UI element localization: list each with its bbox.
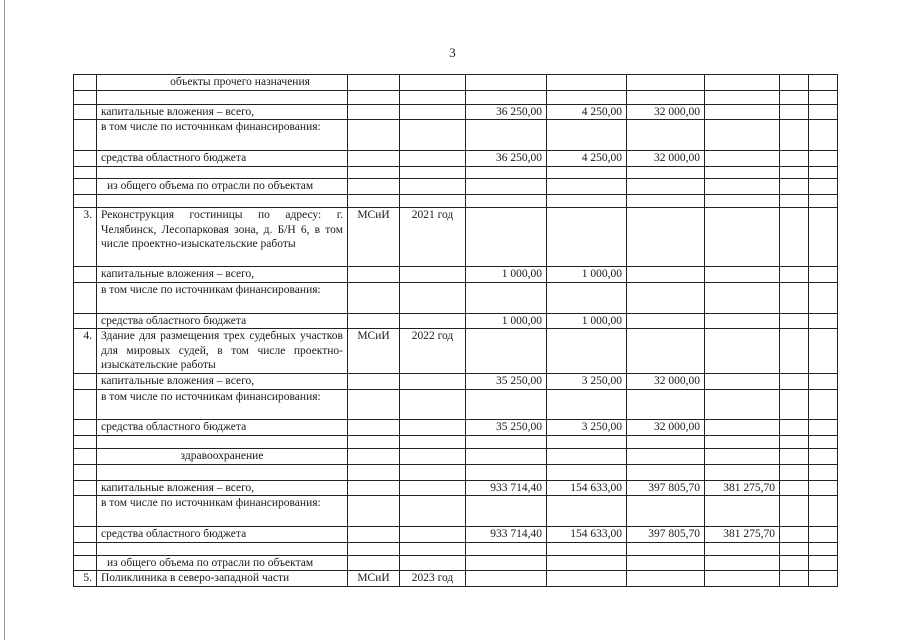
value-cell [780,435,809,448]
value-cell [466,90,547,104]
responsible-org [348,527,400,543]
value-cell [780,167,809,179]
row-label: в том числе по источникам финансирования: [97,496,348,527]
value-cell [705,90,780,104]
value-cell [809,179,838,195]
row-number [74,195,97,208]
value-cell: 154 633,00 [547,527,627,543]
implementation-year [400,151,466,167]
row-number [74,464,97,480]
row-number [74,90,97,104]
value-cell [780,374,809,390]
value-cell [705,374,780,390]
value-cell [466,179,547,195]
section-heading: из общего объема по отрасли по объектам [97,179,348,195]
value-cell [627,448,705,464]
implementation-year [400,75,466,91]
value-cell: 154 633,00 [547,480,627,496]
value-cell: 381 275,70 [705,480,780,496]
value-cell [809,480,838,496]
value-cell [705,464,780,480]
value-cell [627,464,705,480]
value-cell [547,329,627,374]
value-cell [780,104,809,120]
value-cell: 35 250,00 [466,419,547,435]
value-cell [809,555,838,571]
value-cell: 397 805,70 [627,527,705,543]
table-row [74,90,838,104]
row-number [74,267,97,283]
value-cell [809,571,838,587]
responsible-org [348,542,400,555]
value-cell [809,448,838,464]
table-row [74,313,838,329]
responsible-org [348,179,400,195]
value-cell: 933 714,40 [466,527,547,543]
responsible-org [348,389,400,419]
table-row [74,555,838,571]
value-cell [809,167,838,179]
value-cell [547,208,627,267]
responsible-org [348,448,400,464]
value-cell [547,571,627,587]
implementation-year: 2023 год [400,571,466,587]
value-cell [705,151,780,167]
value-cell [705,267,780,283]
value-cell [627,329,705,374]
value-cell [627,167,705,179]
implementation-year [400,104,466,120]
implementation-year: 2021 год [400,208,466,267]
row-number: 5. [74,571,97,587]
table-row [74,464,838,480]
value-cell: 4 250,00 [547,104,627,120]
responsible-org [348,435,400,448]
value-cell [466,496,547,527]
implementation-year [400,448,466,464]
value-cell [627,435,705,448]
implementation-year [400,179,466,195]
value-cell [705,448,780,464]
value-cell [627,179,705,195]
responsible-org [348,167,400,179]
responsible-org [348,120,400,151]
value-cell [705,313,780,329]
row-number [74,75,97,91]
value-cell: 32 000,00 [627,374,705,390]
value-cell [705,496,780,527]
value-cell: 36 250,00 [466,104,547,120]
value-cell [809,75,838,91]
row-number [74,419,97,435]
row-number [74,179,97,195]
value-cell [547,120,627,151]
object-name: Реконструкция гостиницы по адресу: г. Челябинск, Лесопарковая зона, д. Б/Н 6, в том числе проектно-изыскательские работы [97,208,348,267]
value-cell [705,104,780,120]
value-cell: 1 000,00 [547,267,627,283]
implementation-year [400,90,466,104]
value-cell [780,448,809,464]
value-cell [547,555,627,571]
row-number [74,374,97,390]
value-cell [627,542,705,555]
row-number [74,542,97,555]
value-cell [780,542,809,555]
value-cell [547,435,627,448]
value-cell [780,267,809,283]
section-heading: из общего объема по отрасли по объектам [97,555,348,571]
table-row [74,75,838,91]
row-number [74,496,97,527]
value-cell: 36 250,00 [466,151,547,167]
value-cell [780,313,809,329]
value-cell [809,464,838,480]
value-cell: 397 805,70 [627,480,705,496]
row-label: средства областного бюджета [97,527,348,543]
value-cell [627,571,705,587]
value-cell [809,313,838,329]
responsible-org [348,267,400,283]
value-cell [627,496,705,527]
responsible-org [348,464,400,480]
value-cell [809,374,838,390]
value-cell [780,90,809,104]
row-label: капитальные вложения – всего, [97,374,348,390]
table-row [74,435,838,448]
value-cell [809,389,838,419]
value-cell [809,419,838,435]
value-cell [627,282,705,313]
value-cell [705,555,780,571]
value-cell [780,179,809,195]
row-label: капитальные вложения – всего, [97,267,348,283]
responsible-org [348,104,400,120]
value-cell [547,496,627,527]
row-label [97,464,348,480]
budget-table [73,74,838,587]
value-cell [705,208,780,267]
row-number [74,435,97,448]
row-label [97,167,348,179]
value-cell [547,542,627,555]
table-row [74,208,838,267]
row-label: средства областного бюджета [97,151,348,167]
implementation-year [400,313,466,329]
table-row [74,571,838,587]
value-cell [705,120,780,151]
value-cell [705,75,780,91]
row-number: 3. [74,208,97,267]
responsible-org [348,480,400,496]
value-cell [705,167,780,179]
value-cell [547,389,627,419]
value-cell [780,464,809,480]
row-label: в том числе по источникам финансирования: [97,120,348,151]
value-cell [466,555,547,571]
section-heading: здравоохранение [97,448,348,464]
value-cell: 35 250,00 [466,374,547,390]
value-cell [809,267,838,283]
value-cell [780,151,809,167]
value-cell [705,435,780,448]
row-number [74,480,97,496]
value-cell [780,120,809,151]
value-cell [547,90,627,104]
value-cell [809,195,838,208]
row-number [74,527,97,543]
table-row [74,195,838,208]
implementation-year [400,167,466,179]
responsible-org [348,90,400,104]
value-cell [809,104,838,120]
row-label: средства областного бюджета [97,313,348,329]
implementation-year [400,435,466,448]
table-row [74,104,838,120]
value-cell: 381 275,70 [705,527,780,543]
row-number [74,104,97,120]
row-label [97,90,348,104]
value-cell [705,419,780,435]
value-cell [809,329,838,374]
value-cell [466,571,547,587]
row-label [97,542,348,555]
object-name: Здание для размещения трех судебных участков для мировых судей, в том числе проектно-изыскательские работы [97,329,348,374]
table-row [74,167,838,179]
value-cell [466,542,547,555]
row-number [74,389,97,419]
value-cell: 32 000,00 [627,104,705,120]
value-cell [466,75,547,91]
value-cell [627,267,705,283]
object-name: Поликлиника в северо-западной части [97,571,348,587]
value-cell [705,329,780,374]
responsible-org [348,496,400,527]
section-heading: объекты прочего назначения [97,75,348,91]
responsible-org [348,195,400,208]
table-row [74,496,838,527]
row-number [74,120,97,151]
value-cell [705,282,780,313]
table-row [74,179,838,195]
implementation-year [400,195,466,208]
value-cell [705,389,780,419]
value-cell [809,435,838,448]
row-number [74,313,97,329]
value-cell [547,167,627,179]
value-cell [466,120,547,151]
table-row [74,480,838,496]
implementation-year [400,542,466,555]
implementation-year [400,555,466,571]
row-number [74,151,97,167]
row-number [74,167,97,179]
value-cell [809,90,838,104]
row-number [74,282,97,313]
value-cell [627,208,705,267]
value-cell [780,389,809,419]
page-edge-line [4,0,5,640]
value-cell: 933 714,40 [466,480,547,496]
value-cell [780,75,809,91]
implementation-year [400,480,466,496]
value-cell [547,282,627,313]
value-cell [809,542,838,555]
responsible-org [348,419,400,435]
value-cell: 3 250,00 [547,419,627,435]
row-label: капитальные вложения – всего, [97,104,348,120]
value-cell [780,208,809,267]
value-cell [547,75,627,91]
row-label [97,195,348,208]
responsible-org: МСиИ [348,208,400,267]
value-cell [705,542,780,555]
value-cell [780,527,809,543]
value-cell [705,179,780,195]
value-cell [627,389,705,419]
implementation-year [400,464,466,480]
value-cell [547,195,627,208]
row-number: 4. [74,329,97,374]
value-cell [627,120,705,151]
value-cell: 3 250,00 [547,374,627,390]
value-cell [809,496,838,527]
table-row [74,267,838,283]
value-cell [705,195,780,208]
responsible-org [348,151,400,167]
value-cell: 32 000,00 [627,151,705,167]
value-cell [809,208,838,267]
value-cell [547,464,627,480]
value-cell [809,151,838,167]
value-cell [780,419,809,435]
row-label [97,435,348,448]
value-cell [547,179,627,195]
value-cell [627,75,705,91]
responsible-org: МСиИ [348,571,400,587]
table-row [74,389,838,419]
value-cell: 1 000,00 [466,267,547,283]
value-cell [780,282,809,313]
responsible-org [348,374,400,390]
value-cell [466,435,547,448]
value-cell: 1 000,00 [466,313,547,329]
table-row [74,374,838,390]
value-cell [627,90,705,104]
table-row [74,448,838,464]
responsible-org [348,282,400,313]
implementation-year [400,389,466,419]
value-cell [466,464,547,480]
table-row [74,329,838,374]
implementation-year [400,527,466,543]
value-cell [780,329,809,374]
row-number [74,555,97,571]
responsible-org [348,313,400,329]
implementation-year [400,267,466,283]
responsible-org: МСиИ [348,329,400,374]
value-cell [466,195,547,208]
value-cell: 4 250,00 [547,151,627,167]
page-number: 3 [449,45,456,60]
responsible-org [348,555,400,571]
implementation-year [400,374,466,390]
value-cell: 1 000,00 [547,313,627,329]
value-cell [466,208,547,267]
implementation-year [400,419,466,435]
implementation-year [400,282,466,313]
value-cell [466,282,547,313]
row-label: в том числе по источникам финансирования: [97,389,348,419]
value-cell [780,555,809,571]
value-cell [780,480,809,496]
implementation-year: 2022 год [400,329,466,374]
value-cell [466,389,547,419]
value-cell [780,571,809,587]
value-cell: 32 000,00 [627,419,705,435]
row-label: средства областного бюджета [97,419,348,435]
value-cell [627,555,705,571]
table-row [74,527,838,543]
value-cell [780,195,809,208]
value-cell [780,496,809,527]
row-number [74,448,97,464]
implementation-year [400,120,466,151]
table-row [74,419,838,435]
value-cell [809,120,838,151]
implementation-year [400,496,466,527]
table-row [74,120,838,151]
value-cell [809,527,838,543]
value-cell [466,448,547,464]
value-cell [627,195,705,208]
row-label: капитальные вложения – всего, [97,480,348,496]
row-label: в том числе по источникам финансирования: [97,282,348,313]
value-cell [627,313,705,329]
value-cell [466,167,547,179]
table-row [74,151,838,167]
value-cell [466,329,547,374]
value-cell [705,571,780,587]
value-cell [547,448,627,464]
table-row [74,542,838,555]
responsible-org [348,75,400,91]
table-row [74,282,838,313]
value-cell [809,282,838,313]
